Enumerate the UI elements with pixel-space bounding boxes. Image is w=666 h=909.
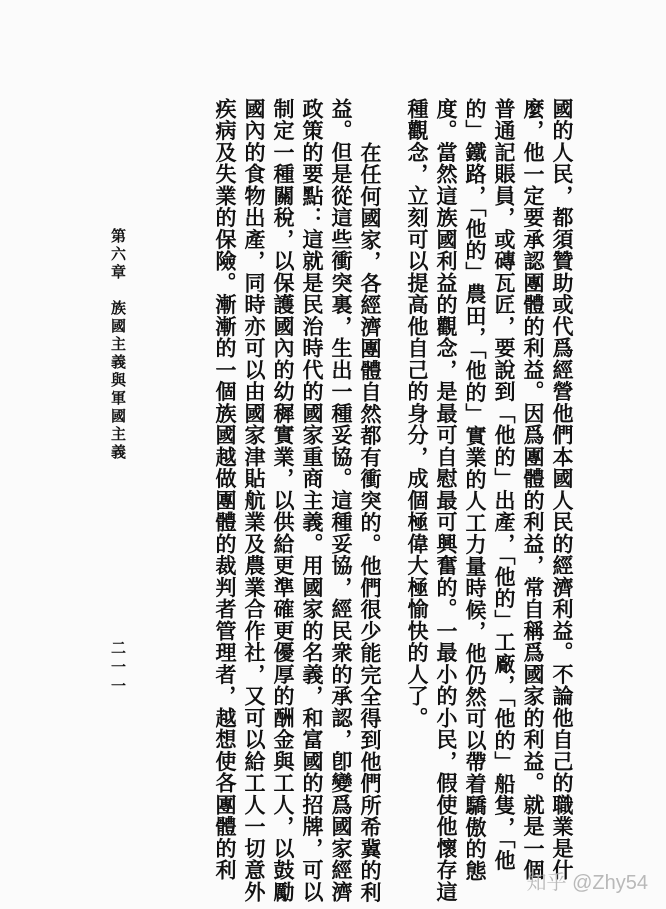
zhihu-watermark	[527, 866, 648, 895]
text-column-9: 政策的要點：這就是民治時代的國家重商主義。用國家的名義，和富國的招牌，可以	[300, 98, 325, 903]
text-column-3: 普通記賬員，或磚瓦匠，要說到「他的」出產，「他的」工廠，「他的」船隻，「他	[492, 98, 517, 872]
text-column-11: 國內的食物出產，同時亦可以由國家津貼航業及農業合作社，又可以給工人一切意外	[242, 98, 267, 903]
text-column-2: 麼，他一定要承認團體的利益。因爲團體的利益，常自稱爲國家的利益。就是一個	[521, 98, 546, 881]
text-column-1: 國的人民，都須贊助或代爲經營他們本國人民的經濟利益。不論他自己的職業是什	[550, 98, 575, 881]
text-column-5: 度。當然這族國利益的觀念，是最可自慰最可興奮的。一最小的小民，假使他懷存這	[434, 98, 459, 903]
watermark-text: 知乎 @Zhy54	[526, 872, 648, 894]
page-number: 二一一	[109, 640, 127, 697]
text-column-12: 疾病及失業的保險。漸漸的一個族國越做團體的裁判者管理者，越想使各團體的利	[213, 98, 238, 881]
text-column-8: 益。但是從這些衝突裏，生出一種妥協。這種妥協，經民衆的承認，卽變爲國家經濟	[329, 98, 354, 903]
chapter-header: 第六章 族國主義與軍國主義	[109, 228, 127, 462]
text-column-4: 的」鐵路，「他的」農田，「他的」實業的人工力量時候，他仍然可以帶着驕傲的態	[463, 98, 488, 882]
text-column-10: 制定一種關稅，以保護國內的幼穉實業，以供給更準確更優厚的酬金與工人，以鼓勵	[271, 98, 296, 903]
text-column-6: 種觀念，立刻可以提高他自己的身分，成個極偉大極愉快的人了。	[405, 98, 430, 729]
text-column-7: 在任何國家，各經濟團體自然都有衝突的。他們很少能完全得到他們所希冀的利	[358, 142, 383, 904]
